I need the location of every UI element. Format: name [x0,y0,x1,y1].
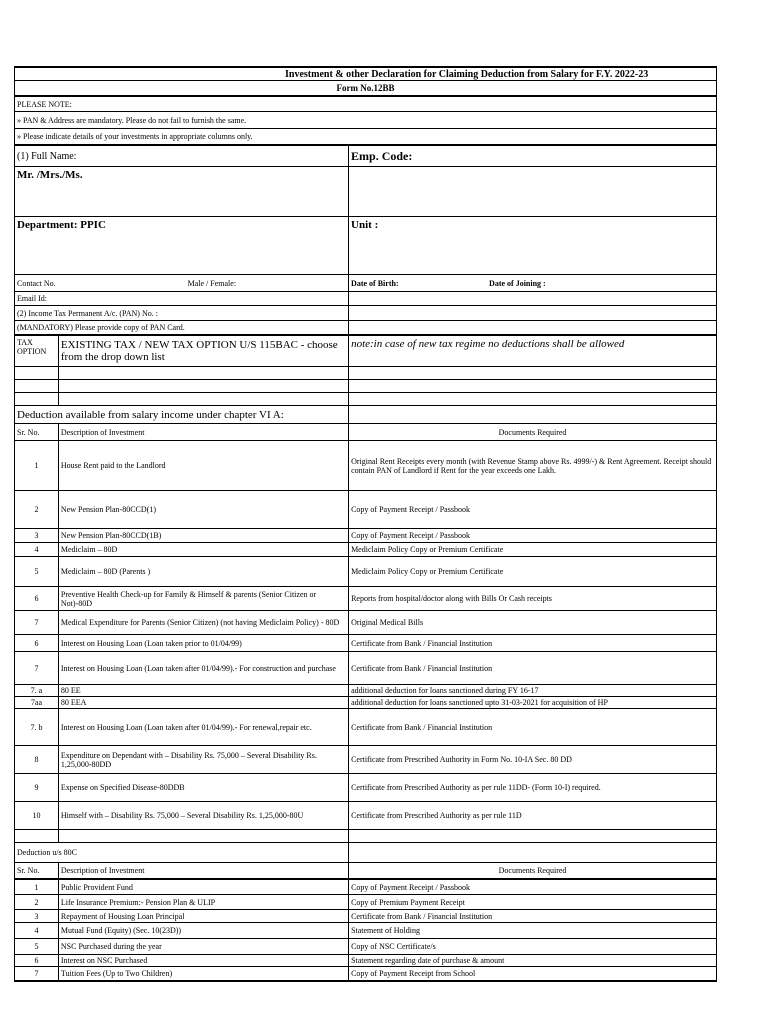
date-of-joining-field[interactable]: Date of Joining : [489,278,546,288]
blank-cell [58,367,348,379]
note-row-2 [14,129,717,146]
note-row-1 [14,112,717,129]
tax-option-row [14,336,717,367]
chapter-via-heading-row [14,406,717,424]
investment-description: New Pension Plan-80CCD(1B) [58,529,348,542]
sr-no: 7 [34,663,39,673]
documents-required: Copy of Premium Payment Receipt [348,895,716,909]
pan-note-blank [348,321,716,334]
documents-required: Original Rent Receipts every month (with Revenue Stamp above Rs. 4999/-) & Rent Agreement. Receipt should contain PAN of Landlord if Rent for the year exceeds one Lakh. [348,441,716,490]
table-row [14,939,717,955]
col-description: Description of Investment [58,863,348,878]
investment-description: Interest on NSC Purchased [58,955,348,966]
note-indicate-investments: » Please indicate details of your investments in appropriate columns only. [17,132,253,141]
sec80c-heading-row [14,843,717,863]
table-row [14,955,717,967]
investment-description: Mediclaim – 80D (Parents ) [58,557,348,586]
dates-cell [348,275,716,291]
please-note-row [14,97,717,112]
blank-cell [58,380,348,392]
table-row [14,491,717,529]
blank-cell [15,830,58,842]
investment-description: Interest on Housing Loan (Loan taken after 01/04/99).- For construction and purchase [58,652,348,684]
contact-row [14,275,717,292]
investment-description: House Rent paid to the Landlord [58,441,348,490]
investment-description: Expense on Specified Disease-80DDB [58,774,348,801]
col-documents: Documents Required [348,424,716,440]
email-row [14,292,717,306]
pan-note-row [14,321,717,336]
table-row [14,746,717,774]
table-row [14,895,717,910]
table-row [14,635,717,652]
table-row [14,685,717,697]
documents-required: Certificate from Prescribed Authority as per rule 11D [348,802,716,829]
table-row [14,543,717,557]
blank-cell [15,393,58,405]
documents-required: Copy of Payment Receipt from School [348,967,716,980]
table-row [14,774,717,802]
sr-no: 5 [34,567,39,576]
investment-description: Life Insurance Premium:- Pension Plan & ULIP [58,895,348,909]
department-row [14,217,717,275]
salutation-field[interactable]: Mr. /Mrs./Ms. [17,169,83,181]
documents-required: Mediclaim Policy Copy or Premium Certificate [348,543,716,556]
investment-description: Medical Expenditure for Parents (Senior Citizen) (not having Mediclaim Policy) - 80D [58,611,348,634]
sr-no: 6 [34,956,39,965]
blank-row-3 [14,393,717,406]
table-row [14,441,717,491]
sr-no: 7. a [30,686,43,695]
documents-required: Copy of Payment Receipt / Passbook [348,529,716,542]
table-row [14,910,717,923]
table-row [14,967,717,982]
blank-row [14,830,717,843]
table-row [14,802,717,830]
chapter-via-heading: Deduction available from salary income under chapter VI A: [17,408,284,421]
sr-no: 1 [34,882,39,892]
sr-no: 4 [34,926,39,935]
emp-code-field[interactable]: Emp. Code: [348,146,716,166]
table-row [14,557,717,587]
sr-no: 5 [34,942,39,951]
sr-no: 1 [34,461,39,470]
documents-required: Copy of NSC Certificate/s [348,939,716,954]
documents-required: additional deduction for loans sanctioned during FY 16-17 [348,685,716,696]
sr-no: 3 [34,911,39,921]
table-row [14,611,717,635]
sec80c-heading-blank [348,843,716,862]
blank-row-1 [14,367,717,380]
new-regime-note: note:in case of new tax regime no deductions shall be allowed [348,336,716,366]
sr-no: 6 [34,594,39,603]
form-title: Investment & other Declaration for Claiming Deduction from Salary for F.Y. 2022-23 [285,68,649,80]
pan-row [14,306,717,321]
chapter-via-header-row [14,424,717,441]
col-description: Description of Investment [58,424,348,440]
sec80c-heading: Deduction u/s 80C [17,848,77,857]
sr-no: 7 [34,618,39,627]
investment-description: 80 EE [58,685,348,696]
gender-field[interactable]: Male / Female: [187,278,237,288]
documents-required: Reports from hospital/doctor along with Bills Or Cash receipts [348,587,716,610]
sr-no: 2 [34,897,39,907]
documents-required: Certificate from Bank / Financial Institution [348,910,716,922]
table-row [14,652,717,685]
documents-required: Certificate from Bank / Financial Institution [348,652,716,684]
investment-description: NSC Purchased during the year [58,939,348,954]
investment-description: New Pension Plan-80CCD(1) [58,491,348,528]
email-field[interactable]: Email Id: [17,294,47,303]
investment-description: Mediclaim – 80D [58,543,348,556]
blank-cell [15,367,58,379]
date-of-birth-field[interactable]: Date of Birth: [351,278,399,288]
table-row [14,709,717,746]
documents-required: Original Medical Bills [348,611,716,634]
documents-required: Copy of Payment Receipt / Passbook [348,880,716,894]
documents-required: Certificate from Prescribed Authority as per rule 11DD- (Form 10-I) required. [348,774,716,801]
pan-value[interactable] [348,306,716,320]
chapter-via-heading-blank [348,406,716,423]
table-row [14,529,717,543]
salutation-row [14,167,717,217]
documents-required: Copy of Payment Receipt / Passbook [348,491,716,528]
investment-description: Interest on Housing Loan (Loan taken prior to 01/04/99) [58,635,348,651]
blank-cell [58,393,348,405]
sr-no: 8 [34,755,39,764]
emp-code-value[interactable] [348,167,716,216]
documents-required: Certificate from Bank / Financial Institution [348,635,716,651]
blank-cell [348,830,716,842]
sr-no: 7 [34,969,39,978]
full-name-field[interactable]: (1) Full Name: [17,150,77,162]
sr-no: 7aa [30,698,42,707]
tax-option-label: TAX OPTION [17,338,47,356]
col-documents: Documents Required [348,863,716,878]
documents-required: additional deduction for loans sanctioned upto 31-03-2021 for acquisition of HP [348,697,716,708]
investment-description: 80 EEA [58,697,348,708]
investment-description: Interest on Housing Loan (Loan taken after 01/04/99).- For renewal,repair etc. [58,709,348,745]
contact-gender-cell [15,275,348,291]
sr-no: 9 [34,783,39,792]
sr-no: 7. b [30,722,43,732]
sr-no: 10 [32,811,41,820]
investment-description: Preventive Health Check-up for Family & Himself & parents (Senior Citizen or Not)-80D [58,587,348,610]
unit-field[interactable]: Unit : [348,217,716,274]
table-row [14,587,717,611]
investment-description: Tuition Fees (Up to Two Children) [58,967,348,980]
investment-description: Public Provident Fund [58,880,348,894]
documents-required: Certificate from Bank / Financial Institution [348,709,716,745]
investment-description: Expenditure on Dependant with – Disability Rs. 75,000 – Several Disability Rs. 1,25,000-80DD [58,746,348,773]
blank-cell [58,830,348,842]
blank-cell [348,380,716,392]
blank-cell [348,393,716,405]
sr-no: 2 [34,505,39,514]
col-sr-no: Sr. No. [17,427,40,437]
blank-cell [15,380,58,392]
documents-required: Mediclaim Policy Copy or Premium Certificate [348,557,716,586]
sec80c-header-row [14,863,717,880]
tax-option-dropdown[interactable]: EXISTING TAX / NEW TAX OPTION U/S 115BAC - choose from the drop down list [58,336,348,366]
please-note-label: PLEASE NOTE: [17,99,72,109]
form-no-row [14,81,717,97]
email-value[interactable] [348,292,716,305]
table-row [14,923,717,939]
name-code-row [14,146,717,167]
declaration-form [14,66,717,982]
documents-required: Statement regarding date of purchase & amount [348,955,716,966]
form-number: Form No.12BB [336,82,395,93]
title-row [14,66,717,81]
sr-no: 4 [34,545,39,554]
blank-row-2 [14,380,717,393]
note-pan-mandatory: » PAN & Address are mandatory. Please do not fail to furnish the same. [17,115,247,125]
table-row [14,697,717,709]
table-row [14,880,717,895]
blank-cell [348,367,716,379]
pan-field[interactable]: (2) Income Tax Permanent A/c. (PAN) No. : [17,308,158,318]
pan-mandatory-note: (MANDATORY) Please provide copy of PAN Card. [17,323,185,332]
contact-number-field[interactable]: Contact No. [17,278,56,288]
documents-required: Statement of Holding [348,923,716,938]
col-sr-no: Sr. No. [17,866,40,875]
investment-description: Himself with – Disability Rs. 75,000 – Several Disability Rs. 1,25,000-80U [58,802,348,829]
department-field[interactable]: Department: PPIC [17,219,106,231]
sr-no: 6 [34,638,39,648]
investment-description: Mutual Fund (Equity) (Sec. 10(23D)) [58,923,348,938]
documents-required: Certificate from Prescribed Authority in Form No. 10-IA Sec. 80 DD [348,746,716,773]
investment-description: Repayment of Housing Loan Principal [58,910,348,922]
sr-no: 3 [34,531,39,540]
